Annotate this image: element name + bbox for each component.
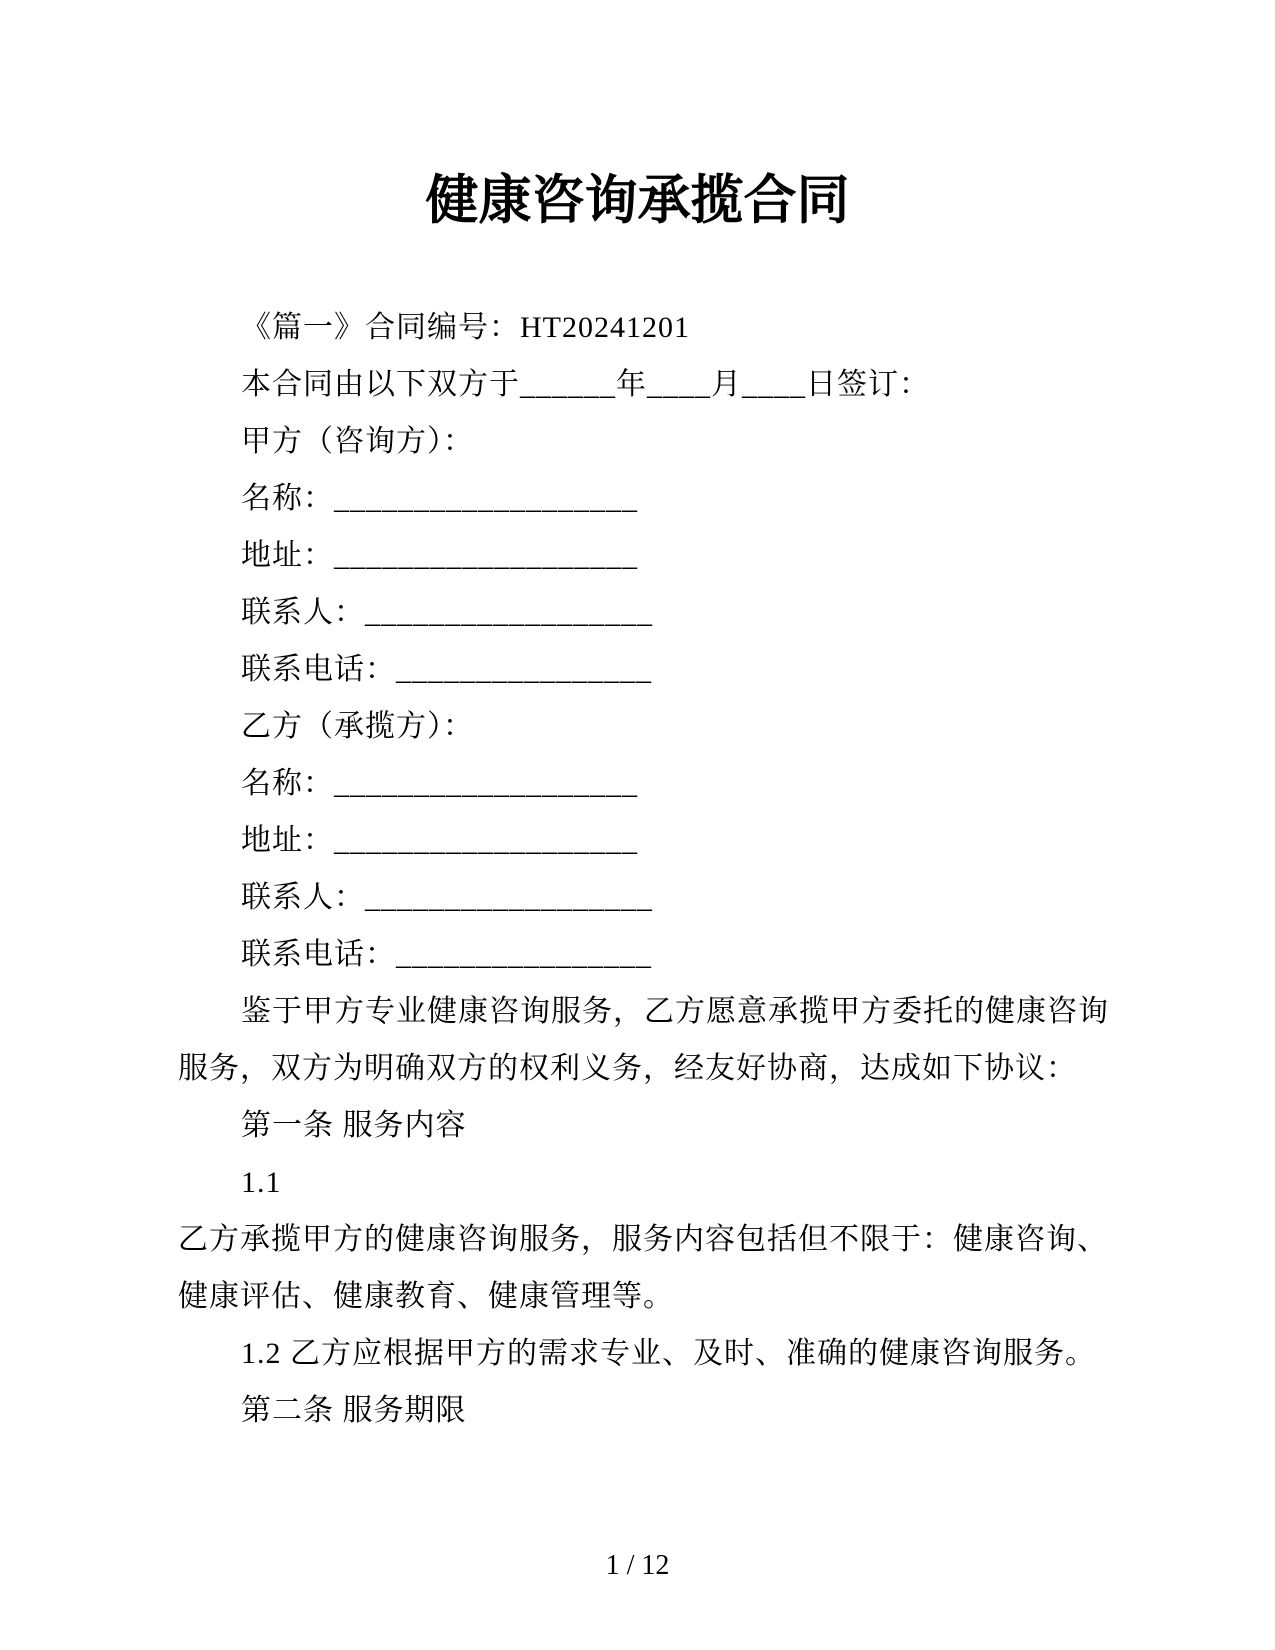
line-party-b-name: 名称：___________________ [241, 767, 638, 800]
line-clause-1-2: 1.2 乙方应根据甲方的需求专业、及时、准确的健康咨询服务。 [241, 1337, 1096, 1370]
line-party-b-phone: 联系电话：________________ [241, 938, 652, 971]
line-party-a-contact: 联系人：__________________ [241, 596, 653, 629]
line-article-2-heading: 第二条 服务期限 [241, 1394, 467, 1427]
line-party-a-name: 名称：___________________ [241, 482, 638, 515]
line-party-b-contact: 联系人：__________________ [241, 881, 653, 914]
line-clause-1-1-body-2: 健康评估、健康教育、健康管理等。 [178, 1280, 674, 1313]
line-recital-1: 鉴于甲方专业健康咨询服务，乙方愿意承揽甲方委托的健康咨询 [241, 995, 1109, 1028]
line-party-a-phone: 联系电话：________________ [241, 653, 652, 686]
line-article-1-heading: 第一条 服务内容 [241, 1109, 467, 1142]
line-recital-2: 服务，双方为明确双方的权利义务，经友好协商，达成如下协议： [178, 1052, 1077, 1085]
line-signing-date: 本合同由以下双方于______年____月____日签订： [241, 368, 930, 401]
line-party-a-address: 地址：___________________ [241, 539, 638, 572]
line-contract-number: 《篇一》合同编号：HT20241201 [241, 311, 690, 344]
document-title: 健康咨询承揽合同 [425, 172, 850, 230]
page-number: 1 / 12 [605, 1550, 670, 1581]
line-clause-1-1-body-1: 乙方承揽甲方的健康咨询服务，服务内容包括但不限于：健康咨询、 [178, 1223, 1108, 1256]
line-party-a-heading: 甲方（咨询方）： [241, 425, 474, 458]
line-party-b-address: 地址：___________________ [241, 824, 638, 857]
line-clause-1-1-number: 1.1 [241, 1166, 282, 1199]
line-party-b-heading: 乙方（承揽方）： [241, 710, 474, 743]
document-body [0, 299, 1275, 1439]
